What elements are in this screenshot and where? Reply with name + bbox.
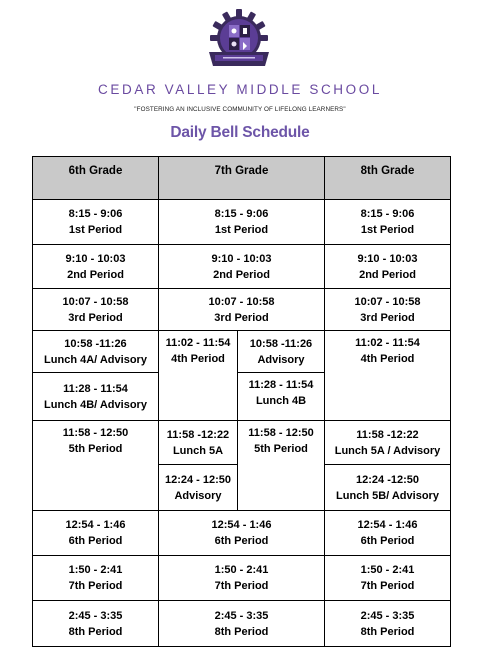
school-name: CEDAR VALLEY MIDDLE SCHOOL	[98, 82, 382, 97]
cell-time: 11:58 - 12:50	[62, 427, 129, 439]
cell-6th-lunch-4a	[33, 331, 159, 373]
cell-label: Lunch 4B	[255, 395, 307, 407]
cell-time: 12:54 - 1:46	[211, 519, 272, 531]
cell-6th-lunch-4b	[33, 373, 159, 421]
cell-time: 1:50 - 2:41	[214, 564, 269, 576]
header-row	[33, 157, 451, 200]
cell-time: 11:02 - 11:54	[165, 337, 231, 349]
cell-6th-p8	[33, 601, 159, 647]
table-row	[33, 331, 451, 373]
cell-7th-advisory	[238, 331, 325, 373]
table-row	[33, 556, 451, 601]
cell-time: 2:45 - 3:35	[360, 609, 415, 622]
cell-time: 1:50 - 2:41	[68, 564, 123, 576]
cell-time: 8:15 - 9:06	[68, 208, 123, 220]
cell-6th-p7	[33, 556, 159, 601]
cell-label: 5th Period	[68, 443, 123, 455]
cell-time: 8:15 - 9:06	[360, 208, 415, 220]
cell-7th-p2	[159, 245, 325, 289]
cell-8th-p1	[325, 200, 451, 245]
cell-time: 10:07 - 10:58	[354, 295, 421, 308]
table-row	[33, 289, 451, 331]
cell-label: Advisory	[174, 489, 222, 502]
cell-time: 12:54 - 1:46	[65, 519, 126, 531]
cell-7th-p5	[238, 421, 325, 511]
cell-8th-p8	[325, 601, 451, 647]
cell-label: Lunch 4B/ Advisory	[44, 398, 147, 411]
header-8th-grade: 8th Grade	[325, 157, 451, 200]
cell-time: 9:10 - 10:03	[211, 252, 272, 265]
cell-time: 10:07 - 10:58	[62, 295, 129, 308]
cell-6th-p6	[33, 511, 159, 556]
cell-6th-p3	[33, 289, 159, 331]
cell-time: 10:58 -11:26	[64, 337, 127, 350]
cell-label: 4th Period	[171, 353, 225, 365]
header-7th-grade: 7th Grade	[159, 157, 325, 200]
cell-7th-lunch-4b	[238, 373, 325, 421]
cell-label: 8th Period	[214, 625, 269, 638]
cell-7th-lunch-5a	[159, 421, 238, 465]
cell-8th-p2	[325, 245, 451, 289]
cell-label: 4th Period	[360, 353, 415, 365]
cell-7th-advisory-5	[159, 465, 238, 511]
cell-time: 9:10 - 10:03	[357, 252, 418, 265]
cell-label: Lunch 4A/ Advisory	[44, 353, 147, 366]
cell-7th-p8	[159, 601, 325, 647]
cell-8th-p3	[325, 289, 451, 331]
cell-label: 2nd Period	[213, 268, 270, 281]
cell-time: 11:58 - 12:50	[248, 427, 314, 439]
cell-8th-p4	[325, 331, 451, 421]
cell-time: 11:02 - 11:54	[355, 337, 420, 349]
cell-label: 1st Period	[68, 224, 123, 236]
cell-7th-p7	[159, 556, 325, 601]
cell-time: 10:58 -11:26	[249, 337, 313, 350]
cell-time: 8:15 - 9:06	[214, 208, 269, 220]
cell-8th-p6	[325, 511, 451, 556]
cell-time: 11:58 -12:22	[166, 428, 230, 441]
cell-label: 8th Period	[360, 625, 415, 638]
cell-6th-p5	[33, 421, 159, 511]
cell-label: 5th Period	[254, 443, 308, 455]
cell-label: 3rd Period	[68, 311, 123, 324]
cell-8th-p7	[325, 556, 451, 601]
cell-time: 9:10 - 10:03	[65, 252, 126, 265]
header-6th-grade: 6th Grade	[33, 157, 159, 200]
cell-label: 8th Period	[68, 625, 123, 638]
cell-time: 12:24 - 12:50	[164, 473, 232, 486]
cell-label: Lunch 5A	[172, 444, 224, 457]
table-row	[33, 511, 451, 556]
schedule-title: Daily Bell Schedule	[170, 124, 310, 141]
cell-label: 7th Period	[68, 580, 123, 592]
cell-label: Lunch 5A / Advisory	[334, 444, 441, 457]
cell-time: 12:54 - 1:46	[357, 519, 418, 531]
cell-8th-lunch-5b	[325, 465, 451, 511]
table-row	[33, 601, 451, 647]
cell-label: 6th Period	[68, 535, 123, 547]
cell-label: 1st Period	[214, 224, 269, 236]
cell-7th-p1	[159, 200, 325, 245]
cell-time: 11:28 - 11:54	[63, 382, 128, 395]
cell-time: 10:07 - 10:58	[208, 295, 275, 308]
cell-time: 11:28 - 11:54	[248, 379, 314, 391]
cell-time: 2:45 - 3:35	[214, 609, 269, 622]
cell-label: 7th Period	[214, 580, 269, 592]
cell-time: 1:50 - 2:41	[360, 564, 415, 576]
cell-7th-p4	[159, 331, 238, 421]
cell-6th-p1	[33, 200, 159, 245]
cell-time: 2:45 - 3:35	[68, 609, 123, 622]
cell-label: 2nd Period	[67, 268, 124, 281]
school-logo-icon	[203, 8, 275, 76]
table-row	[33, 200, 451, 245]
cell-label: 2nd Period	[359, 268, 416, 281]
cell-label: Lunch 5B/ Advisory	[336, 489, 439, 502]
cell-label: 3rd Period	[214, 311, 269, 324]
cell-label: 3rd Period	[360, 311, 415, 324]
table-row	[33, 421, 451, 465]
school-motto: "FOSTERING AN INCLUSIVE COMMUNITY OF LIFELONG LEARNERS"	[134, 106, 346, 113]
cell-7th-p6	[159, 511, 325, 556]
cell-label: 6th Period	[360, 535, 415, 547]
cell-time: 12:24 -12:50	[356, 473, 419, 486]
cell-6th-p2	[33, 245, 159, 289]
cell-time: 11:58 -12:22	[356, 428, 419, 441]
cell-8th-lunch-5a	[325, 421, 451, 465]
cell-label: 7th Period	[360, 580, 415, 592]
cell-7th-p3	[159, 289, 325, 331]
cell-label: Advisory	[257, 353, 305, 366]
table-row	[33, 245, 451, 289]
bell-schedule-table	[32, 156, 451, 647]
cell-label: 1st Period	[360, 224, 415, 236]
cell-label: 6th Period	[214, 535, 269, 547]
